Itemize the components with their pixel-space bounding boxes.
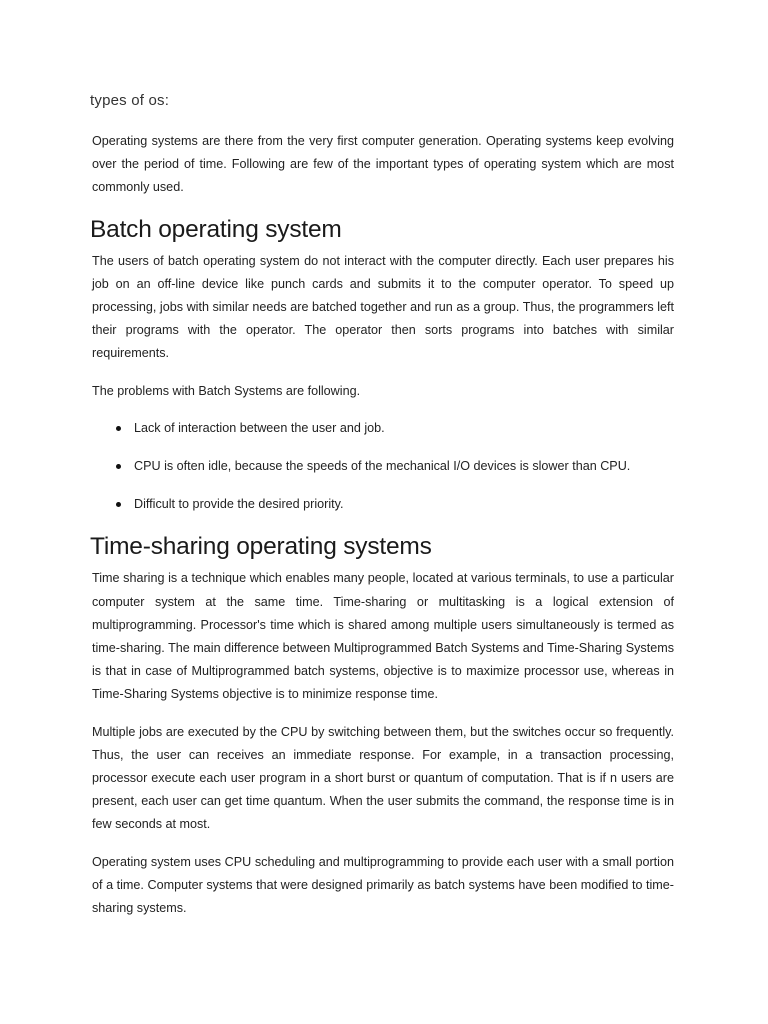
time-sharing-paragraph-3: Operating system uses CPU scheduling and multiprogramming to provide each user with a small portion of a time. Computer systems that were designed primarily as batch systems have been modified to time-sharing systems. (92, 854, 674, 916)
section-heading-time-sharing: Time-sharing operating systems (90, 533, 432, 561)
section-batch-os (92, 214, 674, 517)
list-item: CPU is often idle, because the speeds of the mechanical I/O devices is slower than CPU. (134, 455, 674, 478)
intro-paragraph: Operating systems are there from the very first computer generation. Operating systems keep evolving over the period of time. Following are few of the important types of operating system which are most commonly used. (92, 134, 674, 195)
time-sharing-paragraph-2: Multiple jobs are executed by the CPU by switching between them, but the switches occur so frequently. Thus, the user can receives an immediate response. For example, in a transaction processing, processor execute each user program in a short burst or quantum of computation. That is if n users are present, each user can get time quantum. When the user submits the command, the response time is in few seconds at most. (92, 724, 674, 832)
batch-problems-list (92, 417, 674, 517)
list-item: Difficult to provide the desired priority. (134, 493, 674, 516)
batch-paragraph-1: The users of batch operating system do not interact with the computer directly. Each user prepares his job on an off-line device like punch cards and submits it to the computer operator. To speed up processing, jobs with similar needs are batched together and run as a group. Thus, the programmers left their programs with the operator. The operator then sorts programs into batches with similar requirements. (92, 253, 674, 361)
document-title: types of os: (90, 92, 170, 109)
section-heading-batch: Batch operating system (90, 215, 342, 243)
batch-paragraph-2: The problems with Batch Systems are following. (92, 383, 361, 398)
list-item: Lack of interaction between the user and job. (134, 417, 674, 440)
section-time-sharing-os (92, 531, 674, 920)
time-sharing-paragraph-1: Time sharing is a technique which enables many people, located at various terminals, to use a particular computer system at the same time. Time-sharing or multitasking is a logical extension of multiprogramming. Processor's time which is shared among multiple users simultaneously is termed as time-sharing. The main difference between Multiprogrammed Batch Systems and Time-Sharing Systems is that in case of Multiprogrammed batch systems, objective is to maximize processor use, whereas in Time-Sharing Systems objective is to minimize response time. (92, 571, 674, 702)
